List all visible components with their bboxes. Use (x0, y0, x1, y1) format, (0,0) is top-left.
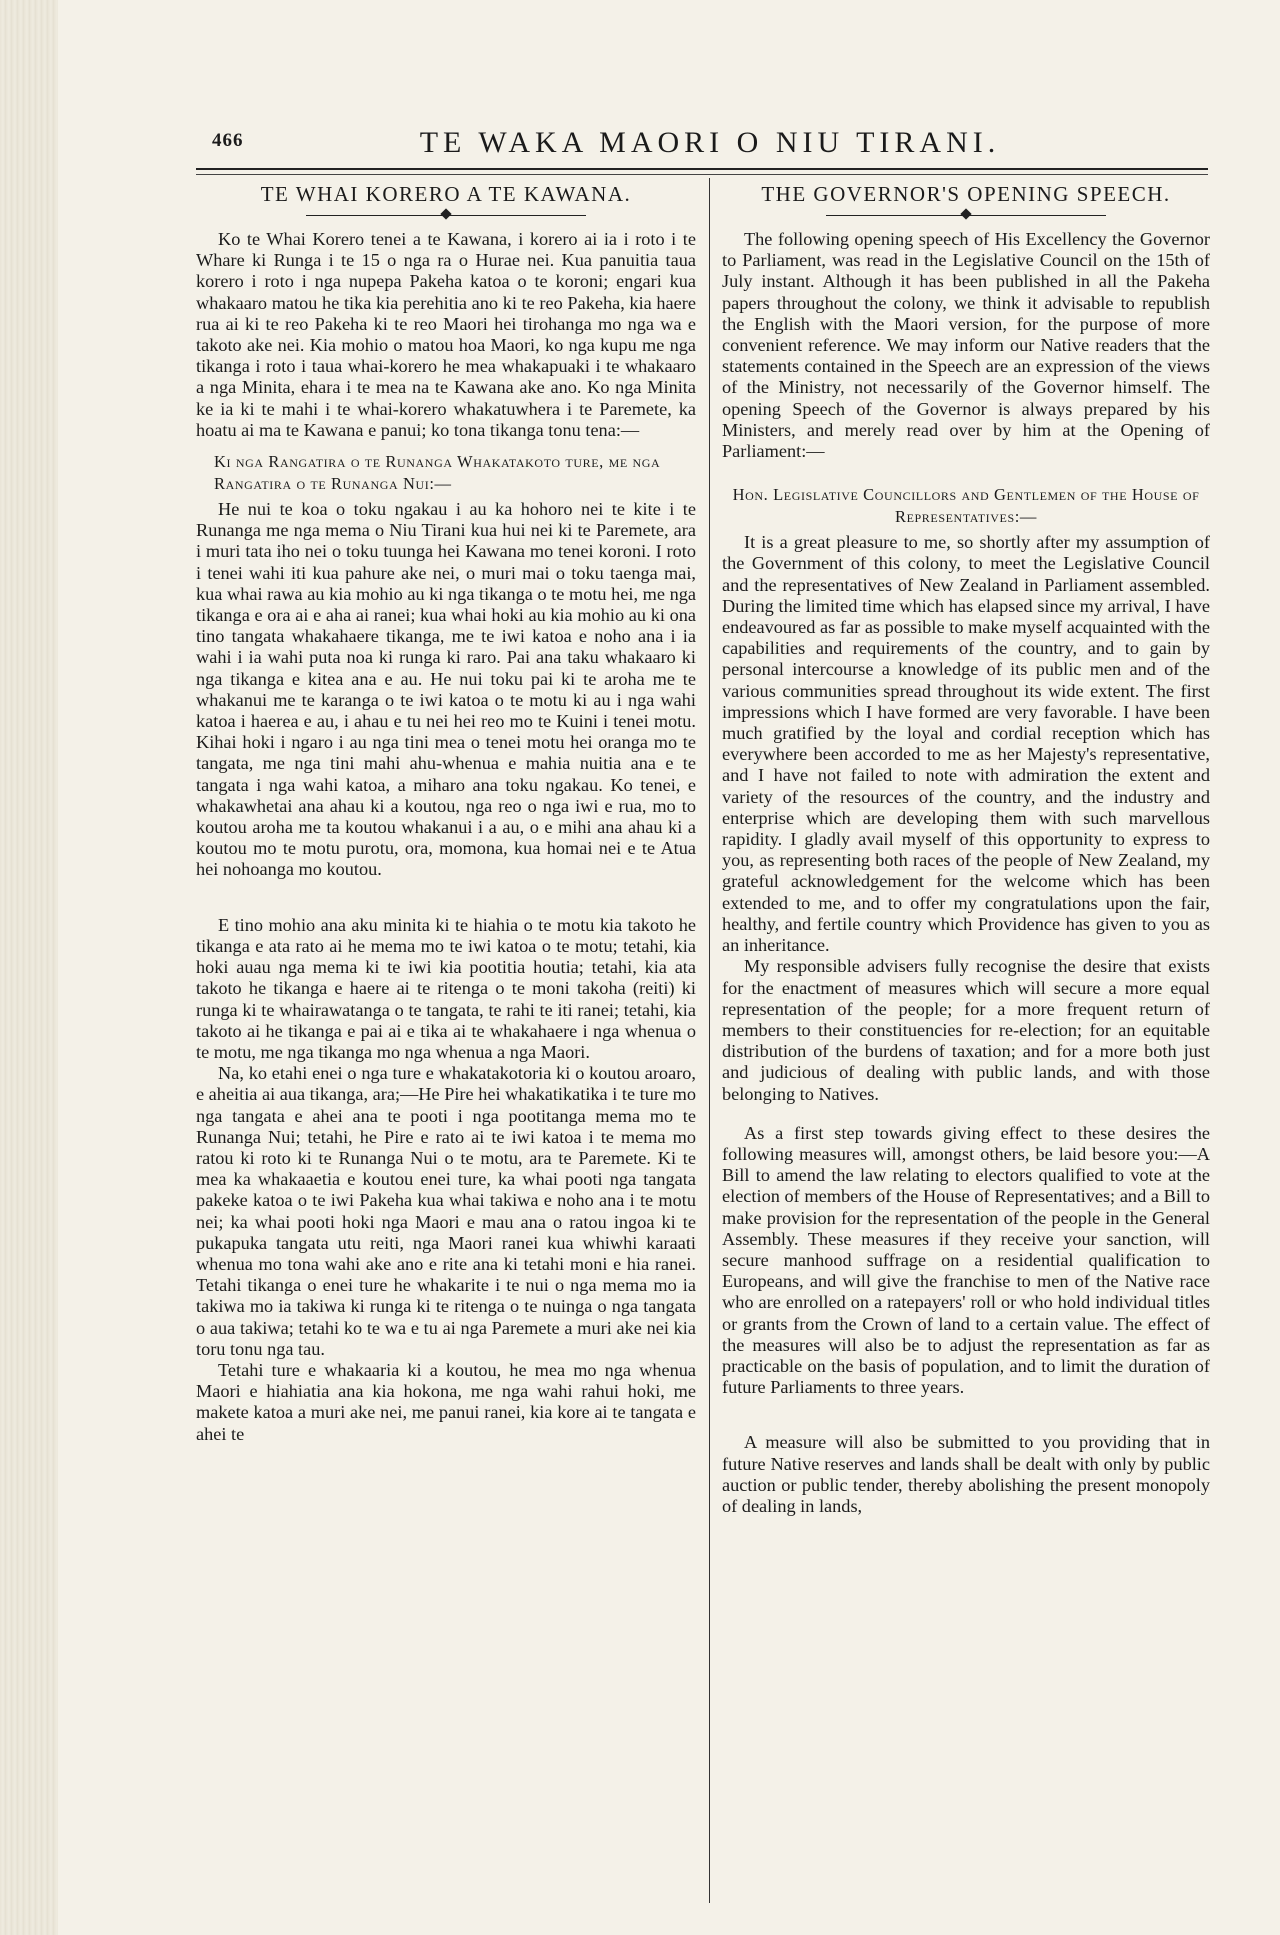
maori-speech-paragraph-2: E tino mohio ana aku minita ki te hiahia o te motu kia takoto he tikanga e ata rato ai he mema mo te iwi katoa o te motu; tetahi, kia hoki auau nga mema ki te iwi kia pootitia houtia; tetahi, kia ata takoto he tikanga e haere ai te ritenga o te moni takoha (reiti) ki runga ki te whairawatanga o te tangata, te rahi te iti ranei; tetahi, kia takoto ai he tikanga e pai ai e tika ai te whakahaere i nga whenua o te motu, me nga tikanga mo nga whenua a nga Maori. (196, 914, 696, 1062)
maori-speech-paragraph-4: Tetahi ture e whakaaria ki a koutou, he mea mo nga whenua Maori e hiahiatia ana kia hokona, me nga wahi rahui hoki, me makete katoa a muri ake nei, me panui ranei, kia kore ai te tangata e ahei te (196, 1359, 696, 1444)
english-column (722, 178, 1210, 1517)
diamond-ornament-icon (960, 208, 971, 219)
title-ornament-rule (306, 209, 586, 223)
column-divider (709, 178, 710, 1903)
maori-speech-paragraph-1: He nui te koa o toku ngakau i au ka hohoro nei te kite i te Runanga me nga mema o Niu Tirani kua hui nei ki te Paremete, ara i muri tata iho nei o toku tuunga hei Kawana mo tenei koroni. I roto i tenei wahi iti kua pahure ake nei, o muri mai o toku taenga mai, kua whai rawa au kia mohio au ki nga tikanga o te motu hei, me nga tikanga e ora ai e aha ai ranei; kua whai hoki au kia mohio au ki ona tino tangata whakahaere tikanga, me te iwi katoa e noho ana i ia wahi i ia wahi puta noa ki runga ki raro. Pai ana taku whakaaro ki nga tikanga e kitea ana e au. He nui toku pai ki te aroha me te whakanui me te karanga o te iwi katoa o te motu ki au i nga wahi katoa i haerea e au, i ahau e tu nei hei reo mo te Kuini i tenei motu. Kihai hoki i ngaro i au nga tini mea o tenei motu hei oranga mo te tangata, me nga tini mahi ahu-whenua e mahia nuitia ana e te tangata i nga wahi katoa, a miharo ana toku ngakau. Ko tenei, e whakawhetai ana ahau ki a koutou, nga reo o nga iwi e rua, mo to koutou aroha me ta koutou whakanui i a au, o e mihi ana ahau ki a koutou mo te motu purotu, ora, momona, kua homai nei e te Atua hei nohoanga mo koutou. (196, 499, 696, 880)
english-speech-paragraph-2: My responsible advisers fully recognise the desire that exists for the enactment of measures which will secure a more equal representation of the people; for a more frequent return of members to their constituencies for re-election; for an equitable distribution of the burdens of taxation; and for a more both just and judicious of dealing with public lands, and with those belonging to Natives. (722, 956, 1210, 1104)
english-speech-paragraph-3: As a first step towards giving effect to these desires the following measures will, amongst others, be laid besore you:—A Bill to amend the law relating to electors qualified to vote at the election of members of the House of Representatives; and a Bill to make provision for the representation of the people in the General Assembly. These measures if they receive your sanction, will secure manhood suffrage on a residential qualification to Europeans, and will give the franchise to men of the Native race who are enrolled on a ratepayers' roll or who hold individual titles or grants from the Crown of land to a certain value. The effect of the measures will also be to adjust the representation as far as practicable on the basis of population, and to limit the duration of future Parliaments to three years. (722, 1122, 1210, 1398)
maori-speech-paragraph-3: Na, ko etahi enei o nga ture e whakatakotoria ki o koutou aroaro, e aheitia ai aua tikanga, ara;—He Pire hei whakatikatika i te ture mo nga tangata e ahei ana te pooti i nga pootitanga mema mo te Runanga Nui; tetahi, he Pire e rato ai te iwi katoa i te mema mo ratou ki roto ki te Runanga Nui o te motu, ara te Paremete. Ki te mea ka whakaaetia e koutou enei ture, ka whai pooti nga tangata pakeke katoa o te iwi Pakeha kua whai takiwa e noho ana i te motu nei; ka whai pooti hoki nga Maori e mau ana o ratou ingoa ki te pukapuka tangata utu reiti, nga Maori ranei kua whiwhi karaati whenua mo tona wahi ake ano e rite ana ki tetahi moni e hia ranei. Tetahi tikanga o enei ture he whakarite i te nui o nga mema mo ia takiwa mo ia takiwa ki runga ki te ritenga o te nuinga o nga tangata o aua takiwa; tetahi ko te wa e tu ai nga Paremete a muri ake nei kia toru tonu nga tau. (196, 1063, 696, 1359)
masthead-title: TE WAKA MAORI O NIU TIRANI. (419, 126, 1001, 159)
english-column-title: THE GOVERNOR'S OPENING SPEECH. (761, 182, 1171, 206)
header-rule-thin (196, 174, 1208, 175)
page-number: 466 (212, 130, 244, 151)
paragraph-gap (722, 1105, 1210, 1123)
maori-salutation: Ki nga Rangatira o te Runanga Whakatakoto ture, me nga Rangatira o te Runanga Nui:— (214, 452, 661, 494)
title-ornament-rule (826, 209, 1106, 223)
english-speech-paragraph-4: A measure will also be submitted to you providing that in future Native reserves and lands shall be dealt with only by public auction or public tender, thereby abolishing the present monopoly of dealing in lands, (722, 1432, 1210, 1516)
english-salutation: Hon. Legislative Councillors and Gentlemen of the House of Representatives:— (732, 485, 1200, 527)
binding-gutter (0, 0, 58, 1935)
english-intro-paragraph: The following opening speech of His Excellency the Governor to Parliament, was read in the Legislative Council on the 15th of July instant. Although it has been published in all the Pakeha papers throughout the colony, we think it advisable to republish the English with the Maori version, for the purpose of more convenient reference. We may inform our Native readers that the statements contained in the Speech are an expression of the views of the Ministry, not necessarily of the Governor himself. The opening Speech of the Governor is always prepared by his Ministers, and merely read over by him at the Opening of Parliament:— (722, 229, 1210, 462)
paragraph-gap (722, 1398, 1210, 1432)
diamond-ornament-icon (440, 208, 451, 219)
maori-column (196, 178, 696, 1445)
paragraph-gap (196, 881, 696, 915)
english-speech-paragraph-1: It is a great pleasure to me, so shortly after my assumption of the Government of this colony, to meet the Legislative Council and the representatives of New Zealand in Parliament assembled. During the limited time which has elapsed since my arrival, I have endeavoured as far as possible to make myself acquainted with the capabilities and requirements of the country, and to gain by personal intercourse a knowledge of its public men and of the various communities spread throughout its wide extent. The first impressions which I have formed are very favorable. I have been much gratified by the loyal and cordial reception which has everywhere been accorded to me as her Majesty's representative, and I have not failed to note with admiration the extent and variety of the resources of the country, and the industry and enterprise which are developing them with such marvellous rapidity. I gladly avail myself of this opportunity to express to you, as representing both races of the people of New Zealand, my grateful acknowledgement for the welcome which has been extended to me, and to offer my congratulations upon the fair, healthy, and fertile country which Providence has given to you as an inheritance. (722, 532, 1210, 956)
header-rule (196, 168, 1208, 170)
maori-column-title: TE WHAI KORERO A TE KAWANA. (260, 182, 632, 206)
maori-intro-paragraph: Ko te Whai Korero tenei a te Kawana, i korero ai ia i roto i te Whare ki Runga i te 15 o nga ra o Hurae nei. Kua panuitia taua korero i roto i nga nupepa Pakeha katoa o te koroni; engari kua whakaaro matou he tika kia perehitia ano ki te reo Pakeha, kia haere rua ai ki te reo Pakeha ki te reo Maori hei tirohanga mo nga wa e takoto ake nei. Kia mohio o matou hoa Maori, ko nga kupu me nga tikanga i roto i taua whai-korero he mea whakapuaki i te whakaaro a nga Minita, ehara i te mea na te Kawana ake ano. Ko nga Minita ke ia ki te mahi i te whai-korero whakatuwhera i te Paremete, ka hoatu ai ma te Kawana e panui; ko tona tikanga tonu tena:— (196, 229, 696, 440)
